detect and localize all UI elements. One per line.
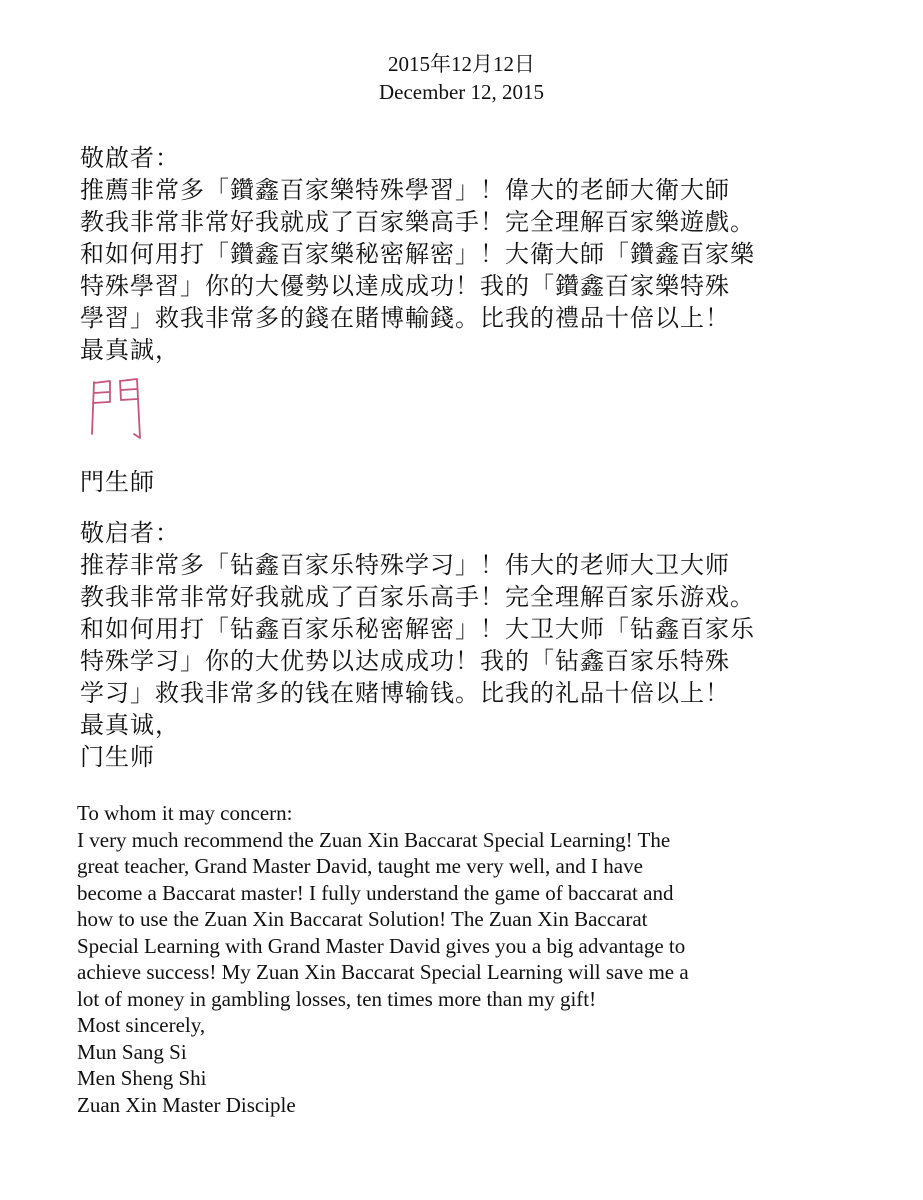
letter-date — [0, 50, 923, 106]
english-signer-line: Men Sheng Shi — [77, 1066, 207, 1090]
simplified-body-line: 和如何用打「钻鑫百家乐秘密解密」！大卫大师「钻鑫百家乐 — [80, 615, 755, 643]
english-closing: Most sincerely, — [77, 1013, 206, 1037]
english-body-line: great teacher, Grand Master David, taught me very well, and I have — [77, 854, 643, 878]
traditional-closing: 最真誠， — [80, 336, 180, 364]
simplified-body-line: 教我非常非常好我就成了百家乐高手！完全理解百家乐游戏。 — [80, 583, 755, 611]
english-body-line: how to use the Zuan Xin Baccarat Solution! The Zuan Xin Baccarat — [77, 907, 648, 931]
english-body-line: Special Learning with Grand Master David gives you a big advantage to — [77, 933, 686, 958]
date-chinese: 2015年12月12日 — [388, 52, 535, 76]
traditional-signer: 門生師 — [80, 468, 155, 496]
english-body-line: lot of money in gambling losses, ten times more than my gift! — [77, 986, 597, 1011]
english-salutation: To whom it may concern: — [77, 801, 293, 825]
traditional-body-line: 推薦非常多「鑽鑫百家樂特殊學習」！偉大的老師大衛大師 — [80, 176, 730, 204]
simplified-body-line: 特殊学习」你的大优势以达成成功！我的「钻鑫百家乐特殊 — [80, 647, 730, 675]
simplified-body-line: 学习」救我非常多的钱在赌博输钱。比我的礼品十倍以上！ — [80, 679, 730, 707]
simplified-signer: 门生师 — [80, 743, 155, 771]
traditional-body-line: 教我非常非常好我就成了百家樂高手！完全理解百家樂遊戲。 — [80, 208, 755, 236]
simplified-salutation: 敬启者： — [80, 519, 180, 547]
english-signer-line: Mun Sang Si — [77, 1039, 187, 1064]
english-body-line: become a Baccarat master! I fully understand the game of baccarat and — [77, 880, 674, 905]
simplified-closing: 最真诚， — [80, 711, 180, 739]
english-body-line: I very much recommend the Zuan Xin Baccarat Special Learning! The — [77, 827, 671, 852]
simplified-chinese-letter — [80, 517, 880, 773]
traditional-body-line: 特殊學習」你的大優勢以達成成功！我的「鑽鑫百家樂特殊 — [80, 272, 730, 300]
traditional-body-line: 和如何用打「鑽鑫百家樂秘密解密」！大衛大師「鑽鑫百家樂 — [80, 240, 755, 268]
traditional-chinese-letter — [80, 142, 880, 366]
simplified-body-line: 推荐非常多「钻鑫百家乐特殊学习」！伟大的老师大卫大师 — [80, 551, 730, 579]
traditional-salutation: 敬啟者： — [80, 144, 180, 172]
english-letter — [77, 800, 837, 1118]
traditional-body-line: 學習」救我非常多的錢在賭博輸錢。比我的禮品十倍以上！ — [80, 304, 730, 332]
date-english: December 12, 2015 — [378, 80, 545, 104]
english-body-line: achieve success! My Zuan Xin Baccarat Special Learning will save me a — [77, 960, 689, 984]
english-signer-line: Zuan Xin Master Disciple — [77, 1092, 296, 1117]
handwritten-signature — [80, 372, 160, 452]
